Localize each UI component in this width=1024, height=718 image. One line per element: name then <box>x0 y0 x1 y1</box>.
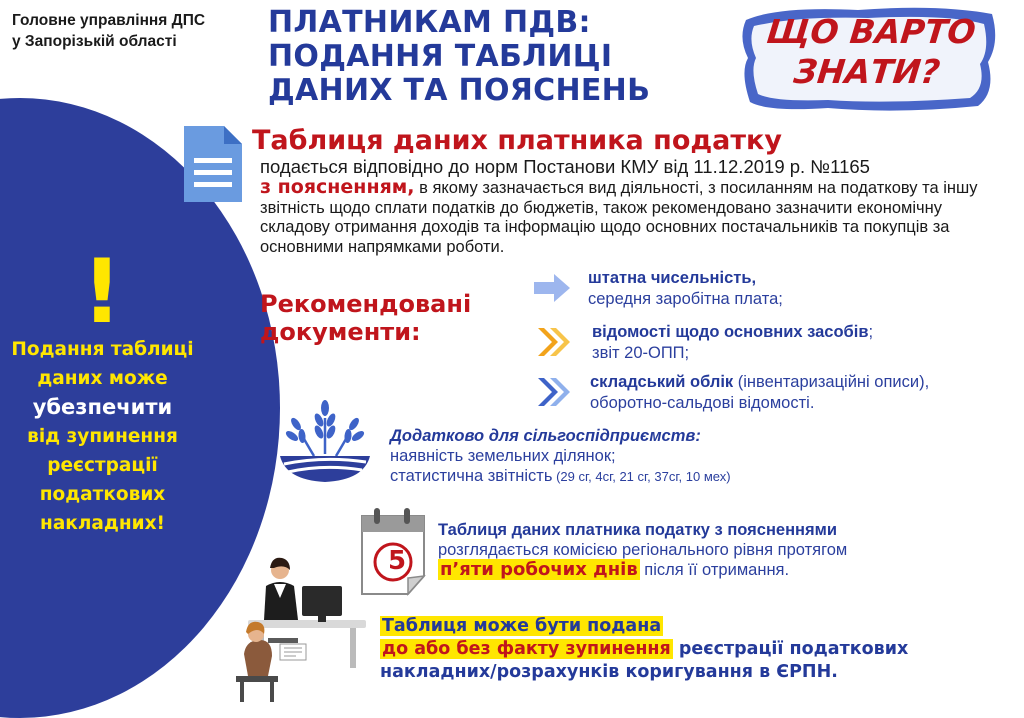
org-line-1: Головне управління ДПС <box>12 12 206 29</box>
table-heading: Таблиця даних платника податку <box>252 125 782 156</box>
recommended-item-3 <box>590 372 960 414</box>
title-line-3: ДАНИХ ТА ПОЯСНЕНЬ <box>268 73 651 108</box>
banner-line-1: ЩО ВАРТО <box>764 12 978 51</box>
item-3-bold: складський облік <box>590 373 734 391</box>
intro-paragraph <box>260 178 990 257</box>
agri-forms: (29 сг, 4сг, 21 сг, 37сг, 10 мех) <box>552 469 731 484</box>
agri-line-1: наявність земельних ділянок; <box>390 447 616 465</box>
warning-line-6: податкових <box>39 484 166 505</box>
review-text-2: після її отримання. <box>639 561 790 579</box>
final-part-4: накладних/розрахунків коригування в ЄРПН. <box>380 662 838 682</box>
warning-line-2: даних може <box>37 368 168 389</box>
day-number: 5 <box>387 546 407 576</box>
intro-line-1: подається відповідно до норм Постанови КМУ від 11.12.2019 р. №1165 <box>260 156 870 177</box>
agri-lead: Додатково для сільгоспідприємств: <box>390 427 701 445</box>
wheat-field-icon <box>274 398 376 484</box>
title-line-2: ПОДАННЯ ТАБЛИЦІ <box>268 39 613 74</box>
exclamation-icon: ! <box>81 240 123 343</box>
item-2-bold: відомості щодо основних засобів <box>592 323 869 341</box>
final-part-2: до або без факту зупинення <box>382 639 671 659</box>
org-line-2: у Запорізькій області <box>12 33 177 50</box>
recommended-item-2 <box>592 322 892 364</box>
recommended-item-1 <box>588 268 888 310</box>
item-1-text: середня заробітна плата; <box>588 290 783 308</box>
agri-section <box>390 426 830 487</box>
title-line-1: ПЛАТНИКАМ ПДВ: <box>268 5 591 40</box>
review-bold: Таблиця даних платника податку з поясненнями <box>438 521 838 539</box>
arrow-right-icon <box>532 272 572 304</box>
warning-text <box>0 335 205 538</box>
banner-text <box>734 12 1004 92</box>
warning-line-1: Подання таблиці <box>11 339 194 360</box>
explanation-lead: з поясненням, <box>260 176 415 198</box>
office-worker-illustration <box>228 556 368 706</box>
agri-line-2: статистична звітність <box>390 467 553 485</box>
final-note <box>380 615 1000 684</box>
final-part-1: Таблиця може бути подана <box>382 616 662 636</box>
recommended-heading <box>260 290 471 346</box>
item-2-text: ; звіт 20-ОПП; <box>592 323 874 362</box>
banner-line-2: ЗНАТИ? <box>791 52 942 91</box>
review-deadline: п’яти робочих днів <box>440 559 638 580</box>
item-3-text: (інвентаризаційні описи), оборотно-сальдові відомості. <box>590 373 930 412</box>
what-to-know-banner <box>738 2 1000 114</box>
item-1-bold: штатна чисельність, <box>588 269 757 287</box>
page-title <box>268 6 688 108</box>
warning-line-7: накладних! <box>40 513 165 534</box>
warning-line-4: від зупинення <box>27 426 178 447</box>
intro-rest: в якому зазначається вид діяльності, з посиланням на податкову та іншу звітність щодо сплати податків до бюджетів, також рекомендовано зазначити економічну складову отримання доходів та інформацію щодо основних постачальників та покупців за основними напрямками роботи. <box>260 179 978 256</box>
warning-line-5: реєстрації <box>47 455 158 476</box>
recommended-line-2: документи: <box>260 318 421 346</box>
chevron-double-icon <box>534 326 574 358</box>
review-text-1: розглядається комісією регіонального рівня протягом <box>438 541 848 559</box>
recommended-line-1: Рекомендовані <box>260 290 472 318</box>
organization-name <box>12 10 262 52</box>
chevron-double-blue-icon <box>534 376 574 408</box>
final-part-3: реєстрації податкових <box>672 639 909 659</box>
warning-line-3: убезпечити <box>32 395 173 419</box>
document-icon <box>180 124 244 204</box>
review-section <box>438 520 998 580</box>
